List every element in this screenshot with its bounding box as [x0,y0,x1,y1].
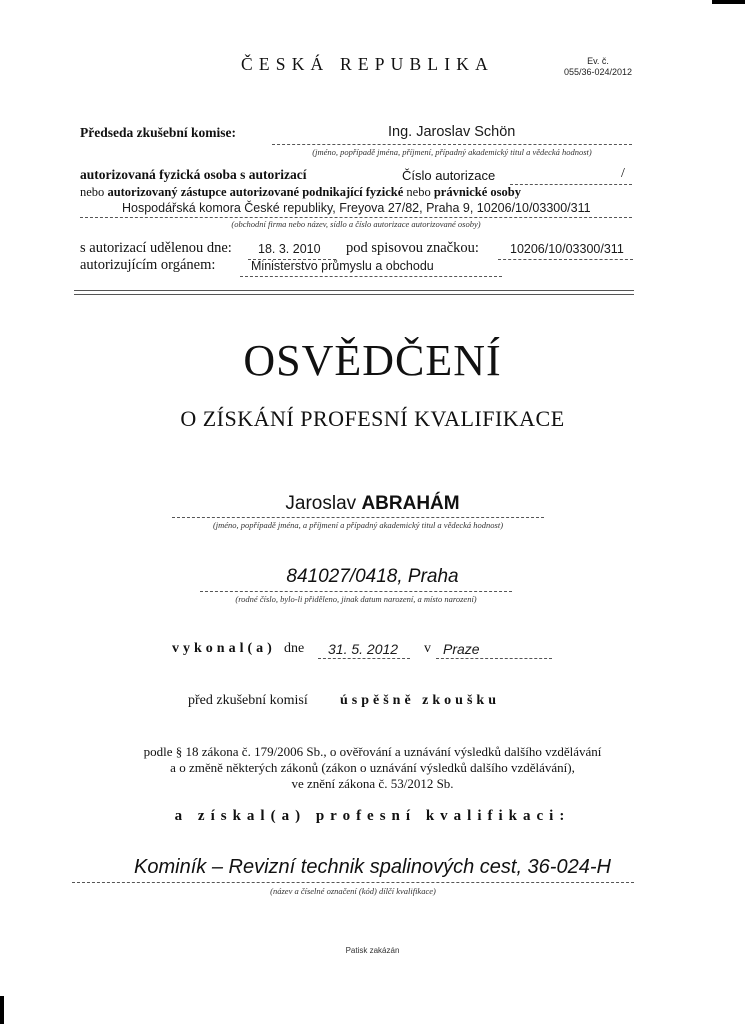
authorization-line-1 [80,167,306,183]
separator-line [74,294,634,295]
authorized-entity: Hospodářská komora České republiky, Freyova 27/82, Praha 9, 10206/10/03300/311 [122,201,591,215]
granted-date: 18. 3. 2010 [258,242,321,256]
holder-name [0,493,745,515]
evidence-value: 055/36-024/2012 [563,67,633,77]
chairman-label: Předseda zkušební komise: [80,125,237,140]
exam-date-label: dne [284,641,305,656]
exam-date: 31. 5. 2012 [328,641,399,657]
exam-result: úspěšně zkoušku [340,693,500,708]
holder-birth-caption: (rodné číslo, bylo-li přiděleno, jinak datum narození, a místo narození) [235,594,477,604]
authorization-slash: / [621,166,625,181]
reprint-notice: Patisk zakázán [345,946,400,955]
law-line-2: a o změně některých zákonů (zákon o uznávání výsledků dalšího vzdělávání), [170,760,575,775]
legal-person-type: právnické osoby [433,185,521,199]
chairman-value: Ing. Jaroslav Schön [388,124,516,140]
law-reference [0,744,745,792]
entity-line [80,217,632,218]
qualification-caption: (název a číselné označení (kód) dílčí kvalifikace) [270,886,436,896]
chairman-line [272,144,632,145]
certificate-subtitle: O ZÍSKÁNÍ PROFESNÍ KVALIFIKACE [180,406,565,431]
law-line-1: podle § 18 zákona č. 179/2006 Sb., o ověřování a uznávání výsledků dalšího vzdělávání [143,744,602,759]
evidence-number [558,56,638,78]
or-text: nebo [406,185,431,199]
exam-date-line [318,658,410,659]
holder-first-name: Jaroslav [285,493,357,514]
holder-name-caption: (jméno, popřípadě jména, a příjmení a případný akademický titul a vědecká hodnost) [212,520,504,530]
chairman-caption: (jméno, popřípadě jména, příjmení, případný akademický titul a vědecká hodnost) [312,147,592,157]
file-number-line [498,259,633,260]
representative-type: autorizovaný zástupce autorizované podnikající fyzické [107,185,404,199]
granted-label: s autorizací udělenou dne: [80,240,232,256]
law-line-3: ve znění zákona č. 53/2012 Sb. [291,776,454,791]
scan-edge-mark [712,0,745,4]
exam-performed-label [172,641,276,657]
authorization-line-2 [80,185,521,200]
qualification-value: Kominík – Revizní technik spalinových cest, 36-024-H [134,856,611,878]
separator-line [74,290,634,291]
or-text: nebo [80,185,105,199]
exam-place-line [436,658,552,659]
gained-qualification-heading: a získal(a) profesní kvalifikaci: [174,808,571,824]
before-commission-label: před zkušební komisí [188,693,308,708]
holder-last-name: ABRAHÁM [361,493,460,514]
certificate-title: OSVĚDČENÍ [243,336,502,385]
entity-caption: (obchodní firma nebo název, sídlo a číslo autorizace autorizované osoby) [231,219,481,229]
holder-birth-line [200,591,512,592]
authority-label: autorizujícím orgánem: [80,257,216,273]
authorization-type: autorizovaná fyzická osoba s autorizací [80,167,307,182]
file-number: 10206/10/03300/311 [510,242,624,256]
evidence-label: Ev. č. [587,56,609,66]
exam-place-label: v [424,641,431,656]
authorization-number-line [510,184,632,185]
authority-line [240,276,502,277]
file-label: pod spisovou značkou: [346,240,479,256]
authority-value: Ministerstvo průmyslu a obchodu [251,259,434,273]
holder-name-line [172,517,544,518]
exam-place: Praze [443,641,480,657]
country-heading: ČESKÁ REPUBLIKA [241,54,494,74]
holder-birth: 841027/0418, Praha [286,566,459,587]
authorization-number-label: Číslo autorizace [402,168,496,183]
qualification-line [72,882,634,883]
scan-edge-mark [0,996,4,1024]
performed-text: vykonal(a) [172,641,276,656]
